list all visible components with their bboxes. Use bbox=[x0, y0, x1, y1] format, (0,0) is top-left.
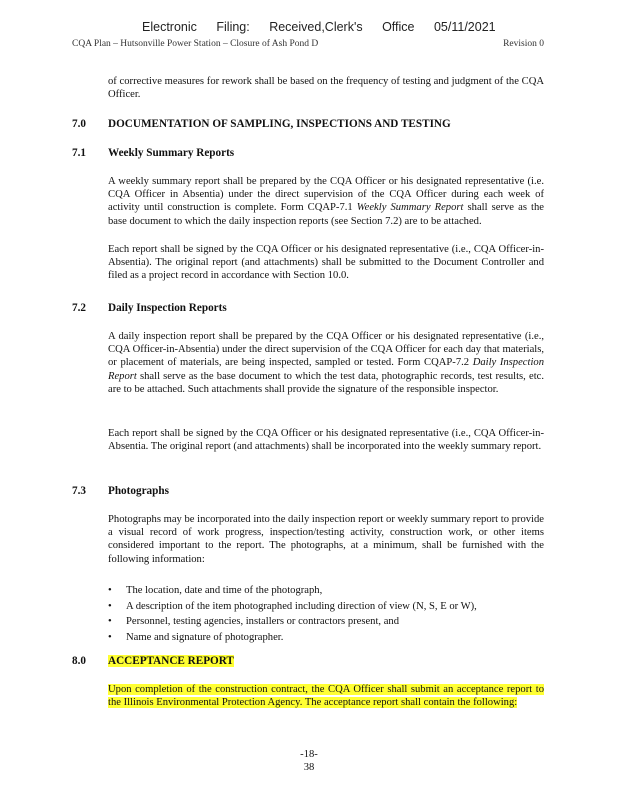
section-8-0-number: 8.0 bbox=[72, 655, 86, 667]
section-7-1-form-title: Weekly Summary Report bbox=[356, 202, 464, 214]
section-7-1-number: 7.1 bbox=[72, 147, 86, 159]
section-7-0-title: DOCUMENTATION OF SAMPLING, INSPECTIONS AND TESTING bbox=[108, 118, 451, 130]
list-item: • Personnel, testing agencies, installers or contractors present, and bbox=[108, 616, 400, 627]
list-item: • The location, date and time of the photograph, bbox=[108, 585, 323, 596]
bullet-icon: • bbox=[108, 585, 112, 596]
intro-continuation: of corrective measures for rework shall be based on the frequency of testing and judgment of the CQA Officer. bbox=[108, 76, 544, 101]
section-7-3-title: Photographs bbox=[108, 485, 169, 497]
bullet-icon: • bbox=[108, 631, 112, 643]
running-header-right: Revision 0 bbox=[503, 39, 544, 49]
section-7-2-paragraph-2: Each report shall be signed by the CQA Officer or his designated representative (i.e., CQA Officer-in-Absentia. The original report (and attachments) shall be incorporated into the weekly summary report. bbox=[108, 428, 544, 453]
filing-stamp bbox=[142, 20, 510, 34]
section-7-3-number: 7.3 bbox=[72, 485, 86, 497]
list-item: • Name and signature of photographer. bbox=[108, 631, 284, 643]
section-7-2-paragraph-1 bbox=[108, 330, 544, 396]
section-7-1-title: Weekly Summary Reports bbox=[108, 147, 235, 159]
section-7-2-title: Daily Inspection Reports bbox=[108, 302, 227, 314]
section-8-0-title bbox=[108, 655, 234, 668]
page-number: 38 bbox=[303, 762, 315, 773]
stamp-office: Office bbox=[382, 20, 415, 34]
section-7-2-p1-text-b: shall serve as the base document to which the test data, photographic records, test results, etc. are to be attached. Such attachments shall provide the signature of the responsible inspector. bbox=[108, 370, 544, 395]
stamp-date: 05/11/2021 bbox=[433, 20, 496, 34]
list-item: • A description of the item photographed including direction of view (N, S, E or W), bbox=[108, 600, 477, 612]
photograph-requirements-list bbox=[108, 584, 544, 646]
section-8-0-p1-highlight: Upon completion of the construction contract, the CQA Officer shall submit an acceptance report to the Illinois Environmental Protection Agency. The acceptance report shall contain the following: bbox=[108, 684, 544, 709]
running-header bbox=[72, 39, 544, 49]
section-7-1-p1-text-b: shall serve as the base document to which the daily inspection reports (see Section 7.2) are to be attached. bbox=[108, 202, 544, 227]
bullet-icon: • bbox=[108, 616, 112, 627]
section-7-2-form-title: Daily Inspection Report bbox=[108, 357, 544, 382]
section-8-0-title-highlight: ACCEPTANCE REPORT bbox=[108, 655, 234, 667]
bullet-icon: • bbox=[108, 600, 112, 612]
page-label: -18- bbox=[300, 749, 318, 760]
running-header-left: CQA Plan – Hutsonville Power Station – Closure of Ash Pond D bbox=[72, 39, 319, 49]
section-7-1-paragraph-1 bbox=[108, 175, 544, 228]
section-7-1-paragraph-2: Each report shall be signed by the CQA Officer or his designated representative (i.e., CQA Officer-in-Absentia). The original report (and attachments) shall be submitted to the Document Controller and filed as a project record in accordance with Section 10.0. bbox=[108, 244, 544, 282]
section-7-2-number: 7.2 bbox=[72, 302, 86, 314]
section-7-0-number: 7.0 bbox=[72, 118, 86, 130]
section-7-2-p1-text-a: A daily inspection report shall be prepared by the CQA Officer or his designated representative (i.e., CQA Officer-in-Absentia) under the direct supervision of the CQA Officer for each day that materials, or placement of materials, are being inspected, sampled or tested. Form CQAP-7.2 bbox=[108, 331, 544, 369]
section-7-1-p1-text-a: A weekly summary report shall be prepared by the CQA Officer or his designated representative (i.e. CQA Officer in Absentia) under the direct supervision of the CQA Officer during each week of activity until construction is complete. Form CQAP-7.1 bbox=[108, 176, 544, 214]
stamp-received: Received,Clerk's bbox=[269, 20, 363, 34]
stamp-electronic: Electronic bbox=[142, 20, 197, 34]
section-8-0-paragraph-1 bbox=[108, 683, 544, 709]
stamp-filing: Filing: bbox=[216, 20, 250, 34]
section-7-3-paragraph-1: Photographs may be incorporated into the daily inspection report or weekly summary report to provide a visual record of work progress, inspection/testing activity, construction work, or other items considered important to the report. The photographs, at a minimum, shall be furnished with the following information: bbox=[108, 514, 544, 565]
